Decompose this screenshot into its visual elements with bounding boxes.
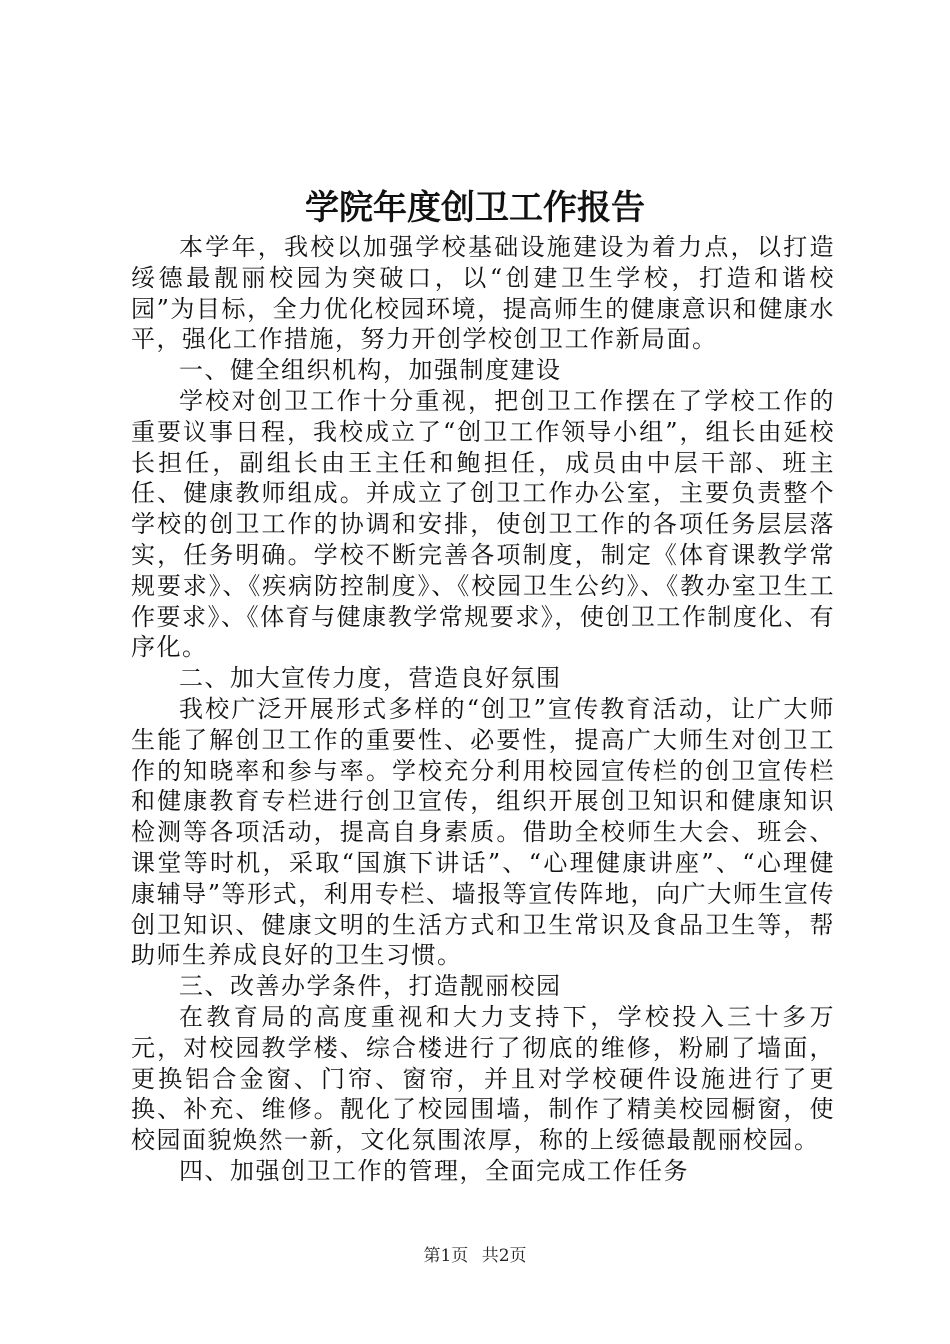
paragraph-section-2: 我校广泛开展形式多样的“创卫”宣传教育活动，让广大师生能了解创卫工作的重要性、必要性，提高广大师生对创卫工作的知晓率和参与率。学校充分利用校园宣传栏的创卫宣传栏和健康教育专栏进行创卫宣传，组织开展创卫知识和健康知识检测等各项活动，提高自身素质。借助全校师生大会、班会、课堂等时机，采取“国旗下讲话”、“心理健康讲座”、“心理健康辅导”等形式，利用专栏、墙报等宣传阵地，向广大师生宣传创卫知识、健康文明的生活方式和卫生常识及食品卫生等，帮助师生养成良好的卫生习惯。	[131, 694, 835, 970]
page-number-current: 第1页	[423, 1246, 469, 1266]
section-heading-4: 四、加强创卫工作的管理，全面完成工作任务	[179, 1156, 689, 1185]
paragraph-section-3: 在教育局的高度重视和大力支持下，学校投入三十多万元，对校园教学楼、综合楼进行了彻底的维修，粉刷了墙面，更换铝合金窗、门帘、窗帘，并且对学校硬件设施进行了更换、补充、维修。靓化了校园围墙，制作了精美校园橱窗，使校园面貌焕然一新，文化氛围浓厚，称的上绥德最靓丽校园。	[131, 1002, 835, 1155]
section-heading-1: 一、健全组织机构，加强制度建设	[179, 356, 562, 385]
paragraph-section-1: 学校对创卫工作十分重视，把创卫工作摆在了学校工作的重要议事日程，我校成立了“创卫工作领导小组”，组长由延校长担任，副组长由王主任和鲍担任，成员由中层干部、班主任、健康教师组成。并成立了创卫工作办公室，主要负责整个学校的创卫工作的协调和安排，使创卫工作的各项任务层层落实，任务明确。学校不断完善各项制度，制定《体育课教学常规要求》、《疾病防控制度》、《校园卫生公约》、《教办室卫生工作要求》、《体育与健康教学常规要求》，使创卫工作制度化、有序化。	[131, 386, 835, 662]
paragraph-intro: 本学年，我校以加强学校基础设施建设为着力点，以打造绥德最靓丽校园为突破口，以“创建卫生学校，打造和谐校园”为目标，全力优化校园环境，提高师生的健康意识和健康水平，强化工作措施，努力开创学校创卫工作新局面。	[131, 233, 835, 354]
page-footer	[0, 1245, 950, 1267]
document-title: 学院年度创卫工作报告	[305, 188, 645, 228]
section-heading-3: 三、改善办学条件，打造靓丽校园	[179, 972, 562, 1001]
document-body	[131, 232, 835, 1187]
page-number-total: 共2页	[481, 1246, 527, 1266]
section-heading-2: 二、加大宣传力度，营造良好氛围	[179, 664, 562, 693]
